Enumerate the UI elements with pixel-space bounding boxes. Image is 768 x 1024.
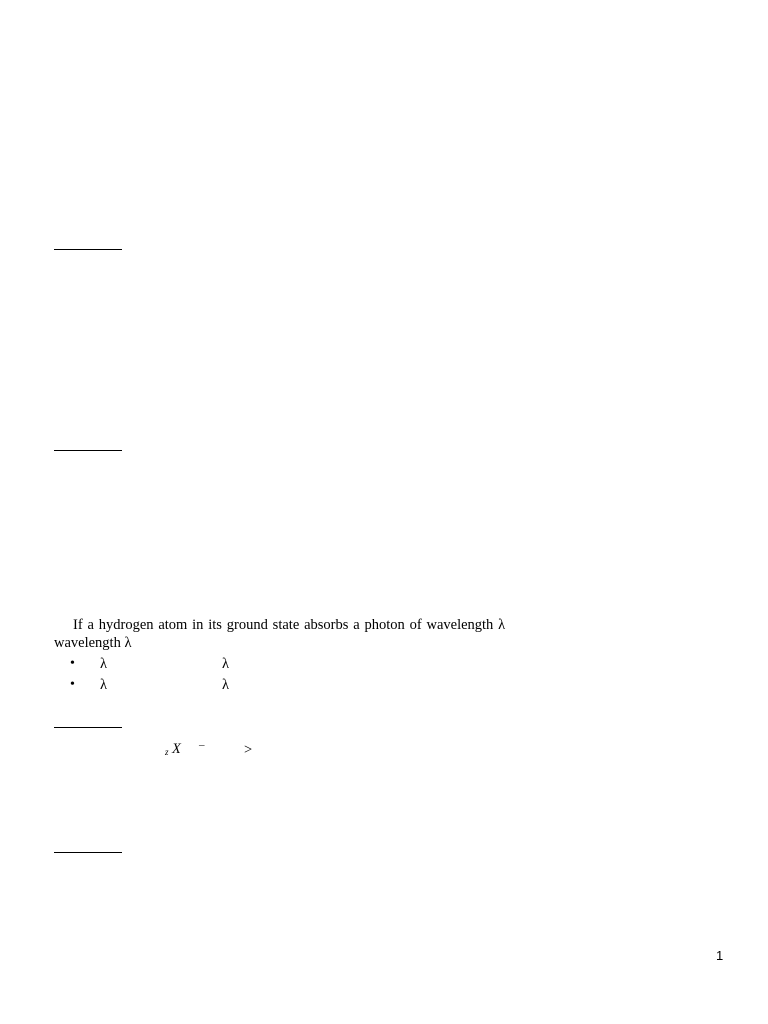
nuclide-symbol: X <box>172 741 181 757</box>
bullet-lambda-left: λ <box>100 656 108 672</box>
question-line-2: wavelength λ <box>54 635 132 651</box>
section-divider-3 <box>54 727 122 728</box>
relation-symbol: > <box>244 742 253 758</box>
bullet-lambda-right: λ <box>222 656 230 672</box>
nuclide-subscript: z <box>165 747 169 757</box>
bullet-lambda-right: λ <box>222 677 230 693</box>
bullet-marker: • <box>70 677 75 692</box>
page-number: 1 <box>716 948 724 963</box>
section-divider-2 <box>54 450 122 451</box>
section-divider-4 <box>54 852 122 853</box>
nuclide-superscript: – <box>199 739 205 751</box>
bullet-marker: • <box>70 656 75 671</box>
question-line-1: If a hydrogen atom in its ground state absorbs a photon of wavelength λ <box>73 617 506 633</box>
bullet-lambda-left: λ <box>100 677 108 693</box>
section-divider-1 <box>54 249 122 250</box>
